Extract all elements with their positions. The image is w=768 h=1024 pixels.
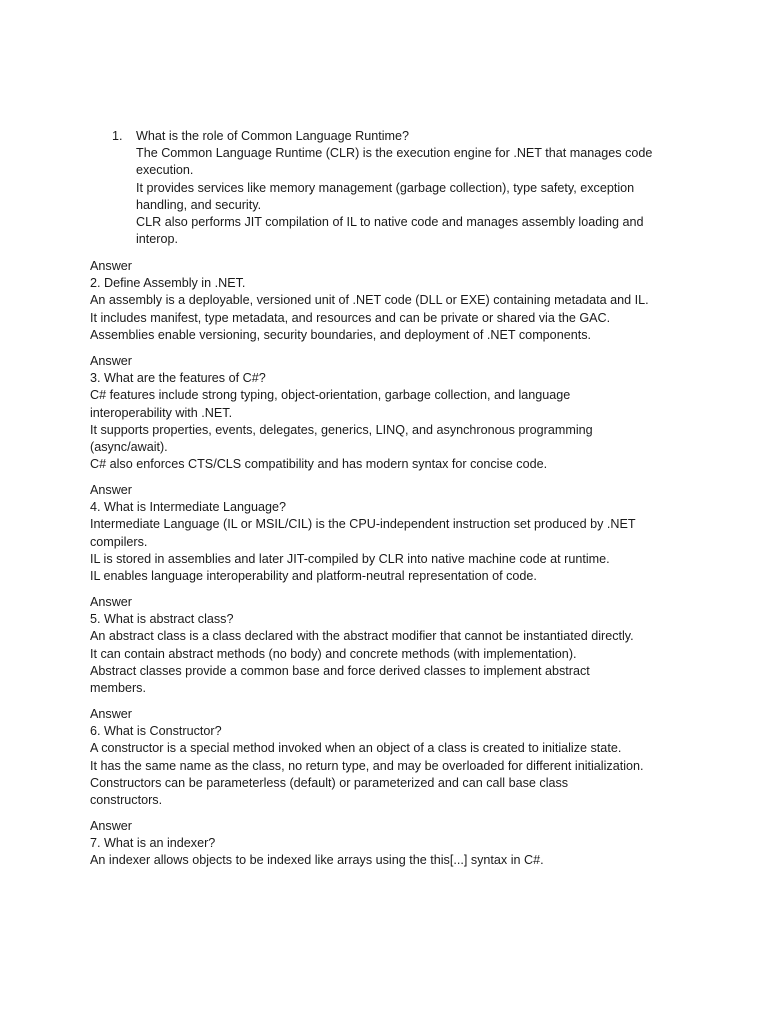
question-heading: 2. Define Assembly in .NET. (90, 276, 246, 291)
question-heading: 3. What are the features of C#? (90, 371, 266, 386)
answer-line: interoperability with .NET. (90, 405, 233, 420)
answer-label: Answer (90, 595, 132, 609)
question-3 (90, 353, 690, 473)
answer-line: Assemblies enable versioning, security boundaries, and deployment of .NET components. (90, 327, 591, 342)
answer-label: Answer (90, 483, 132, 497)
answer-label: Answer (90, 707, 132, 721)
question-7 (90, 818, 690, 870)
answer-label: Answer (90, 259, 132, 273)
answer-line: It has the same name as the class, no return type, and may be overloaded for different initialization. (90, 758, 644, 773)
answer-line: Intermediate Language (IL or MSIL/CIL) is the CPU-independent instruction set produced by .NET (90, 517, 636, 532)
answer-line: IL is stored in assemblies and later JIT-compiled by CLR into native machine code at runtime. (90, 551, 610, 566)
answer-line: CLR also performs JIT compilation of IL to native code and manages assembly loading and (136, 215, 644, 230)
answer-line: Constructors can be parameterless (default) or parameterized and can call base class (90, 775, 569, 790)
answer-line: (async/await). (90, 440, 168, 455)
list-number: 1. (112, 129, 123, 143)
answer-label: Answer (90, 354, 132, 368)
question-1-body (136, 128, 692, 248)
answer-line: constructors. (90, 793, 163, 808)
answer-line: compilers. (90, 534, 148, 549)
question-heading: 6. What is Constructor? (90, 724, 222, 739)
question-5 (90, 594, 690, 697)
answer-line: An indexer allows objects to be indexed like arrays using the this[...] syntax in C#. (90, 853, 544, 868)
question-heading: What is the role of Common Language Runtime? (136, 129, 410, 143)
question-heading: 4. What is Intermediate Language? (90, 500, 287, 515)
answer-line: It can contain abstract methods (no body) and concrete methods (with implementation). (90, 646, 577, 661)
answer-line: IL enables language interoperability and platform-neutral representation of code. (90, 569, 537, 584)
answer-line: members. (90, 681, 146, 696)
answer-label: Answer (90, 819, 132, 833)
answer-line: The Common Language Runtime (CLR) is the execution engine for .NET that manages code (136, 146, 653, 161)
answer-line: It provides services like memory management (garbage collection), type safety, exception (136, 180, 635, 195)
answer-line: It includes manifest, type metadata, and resources and can be private or shared via the GAC. (90, 310, 611, 325)
question-heading: 5. What is abstract class? (90, 612, 234, 627)
answer-line: interop. (136, 232, 179, 247)
question-heading: 7. What is an indexer? (90, 836, 216, 851)
answer-line: An assembly is a deployable, versioned unit of .NET code (DLL or EXE) containing metadata and IL. (90, 293, 649, 308)
question-2 (90, 258, 690, 344)
answer-line: C# also enforces CTS/CLS compatibility and has modern syntax for concise code. (90, 457, 548, 472)
answer-line: handling, and security. (136, 197, 262, 212)
answer-line: A constructor is a special method invoked when an object of a class is created to initialize state. (90, 741, 622, 756)
answer-line: C# features include strong typing, object-orientation, garbage collection, and language (90, 388, 571, 403)
answer-line: execution. (136, 163, 194, 178)
question-1 (112, 128, 692, 248)
answer-line: Abstract classes provide a common base and force derived classes to implement abstract (90, 663, 590, 678)
question-4 (90, 482, 690, 585)
answer-line: It supports properties, events, delegates, generics, LINQ, and asynchronous programming (90, 422, 593, 437)
answer-line: An abstract class is a class declared with the abstract modifier that cannot be instantiated directly. (90, 629, 634, 644)
question-6 (90, 706, 690, 809)
